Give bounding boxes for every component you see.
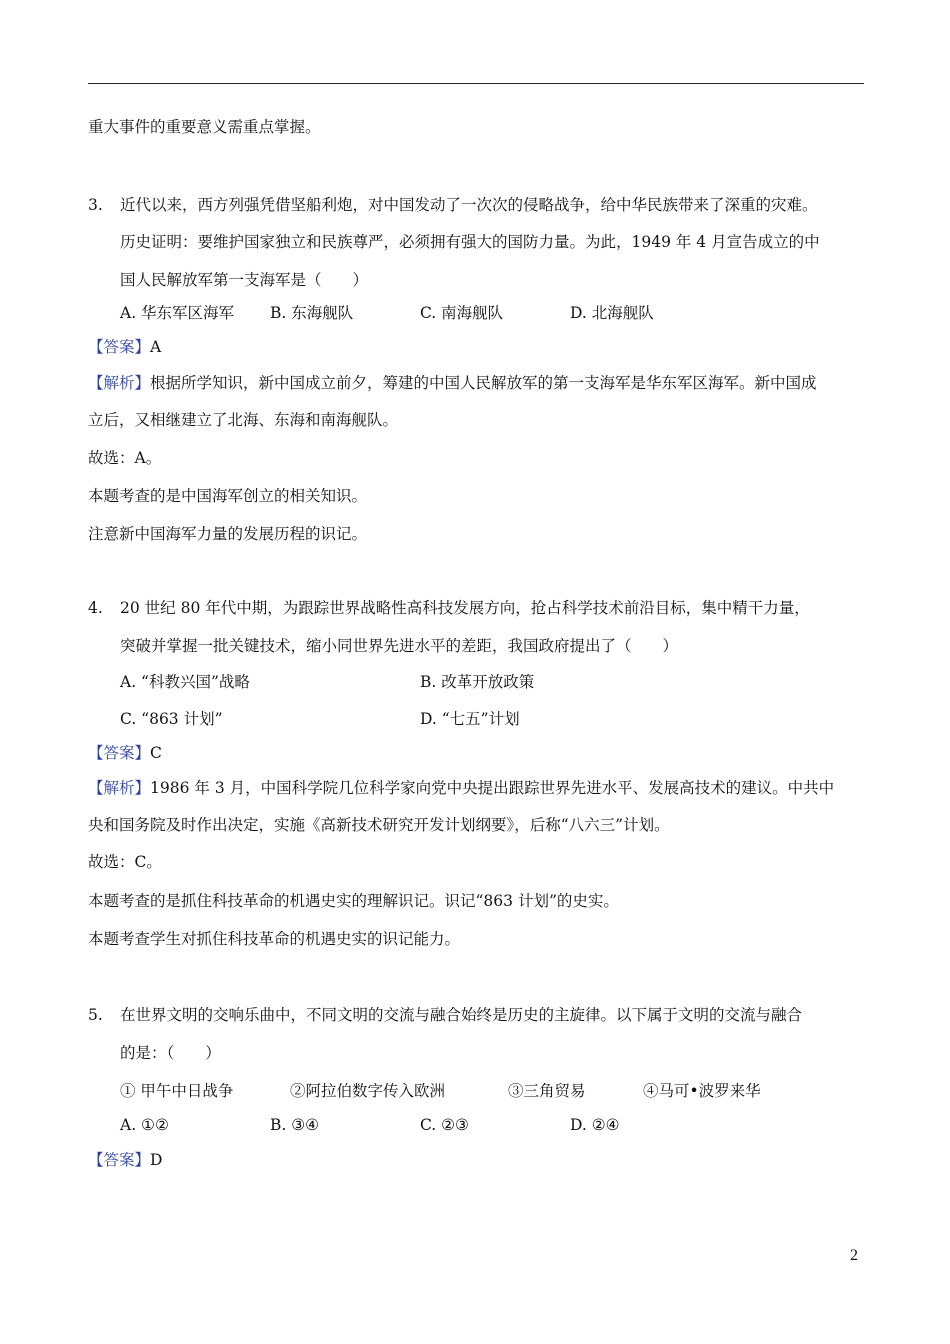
statement-item: ③三角贸易 (508, 1082, 586, 1100)
question-stem-line: 历史证明：要维护国家独立和民族尊严，必须拥有强大的国防力量。为此，1949 年 4 月宣告成立的中 (120, 233, 820, 251)
statement-item: ②阿拉伯数字传入欧洲 (290, 1082, 446, 1100)
question-number: 5. (88, 1006, 103, 1024)
option-c: C. 南海舰队 (420, 304, 504, 322)
question-stem-line: 近代以来，西方列强凭借坚船利炮，对中国发动了一次次的侵略战争，给中华民族带来了深重的灾难。 (120, 196, 818, 214)
answer-value: A (150, 338, 162, 356)
option-a: A. “科教兴国”战略 (120, 673, 250, 691)
answer-line (88, 1150, 162, 1170)
option-c: C. ②③ (420, 1116, 469, 1134)
option-d: D. ②④ (570, 1116, 620, 1134)
answer-value: D (150, 1151, 163, 1169)
analysis-text: 1986 年 3 月，中国科学院几位科学家向党中央提出跟踪世界先进水平、发展高技术的建议。中共中 (150, 779, 835, 797)
question-stem-line: 在世界文明的交响乐曲中，不同文明的交流与融合始终是历史的主旋律。以下属于文明的交流与融合 (120, 1006, 803, 1024)
option-d: D. “七五”计划 (420, 710, 520, 728)
statement-item: ① 甲午中日战争 (120, 1082, 234, 1100)
option-a: A. ①② (120, 1116, 169, 1134)
analysis-text: 根据所学知识，新中国成立前夕，筹建的中国人民解放军的第一支海军是华东军区海军。新中国成 (150, 374, 817, 392)
option-d: D. 北海舰队 (570, 304, 654, 322)
statement-item: ④马可•波罗来华 (643, 1082, 761, 1100)
answer-line (88, 743, 162, 763)
question-stem-line: 国人民解放军第一支海军是（ ） (120, 271, 369, 289)
page-number: 2 (850, 1247, 858, 1264)
answer-tag: 【答案】 (88, 338, 151, 356)
analysis-text: 立后，又相继建立了北海、东海和南海舰队。 (88, 411, 399, 429)
option-b: B. 改革开放政策 (420, 673, 535, 691)
note-text: 本题考查的是抓住科技革命的机遇史实的理解识记。识记“863 计划”的史实。 (88, 892, 619, 910)
analysis-tag: 【解析】 (88, 779, 151, 797)
option-b: B. ③④ (270, 1116, 320, 1134)
answer-tag: 【答案】 (88, 744, 151, 762)
option-c: C. “863 计划” (120, 710, 223, 728)
intro-text: 重大事件的重要意义需重点掌握。 (88, 118, 321, 136)
pick-text: 故选：A。 (88, 449, 162, 467)
question-stem-line: 的是：（ ） (120, 1044, 221, 1062)
pick-text: 故选：C。 (88, 853, 162, 871)
question-stem-line: 20 世纪 80 年代中期，为跟踪世界战略性高科技发展方向，抢占科学技术前沿目标，集中精干力量， (120, 599, 810, 617)
header-rule (88, 83, 864, 84)
answer-tag: 【答案】 (88, 1151, 151, 1169)
answer-value: C (150, 744, 162, 762)
analysis-text: 央和国务院及时作出决定，实施《高新技术研究开发计划纲要》，后称“八六三”计划。 (88, 816, 670, 834)
question-number: 3. (88, 196, 103, 214)
note-text: 注意新中国海军力量的发展历程的识记。 (88, 525, 368, 543)
question-stem-line: 突破并掌握一批关键技术，缩小同世界先进水平的差距，我国政府提出了（ ） (120, 637, 679, 655)
analysis-line (88, 373, 817, 393)
note-text: 本题考查的是中国海军创立的相关知识。 (88, 487, 368, 505)
answer-line (88, 337, 161, 357)
analysis-tag: 【解析】 (88, 374, 151, 392)
analysis-line (88, 778, 834, 798)
option-a: A. 华东军区海军 (120, 304, 235, 322)
note-text: 本题考查学生对抓住科技革命的机遇史实的识记能力。 (88, 930, 461, 948)
question-number: 4. (88, 599, 103, 617)
option-b: B. 东海舰队 (270, 304, 354, 322)
